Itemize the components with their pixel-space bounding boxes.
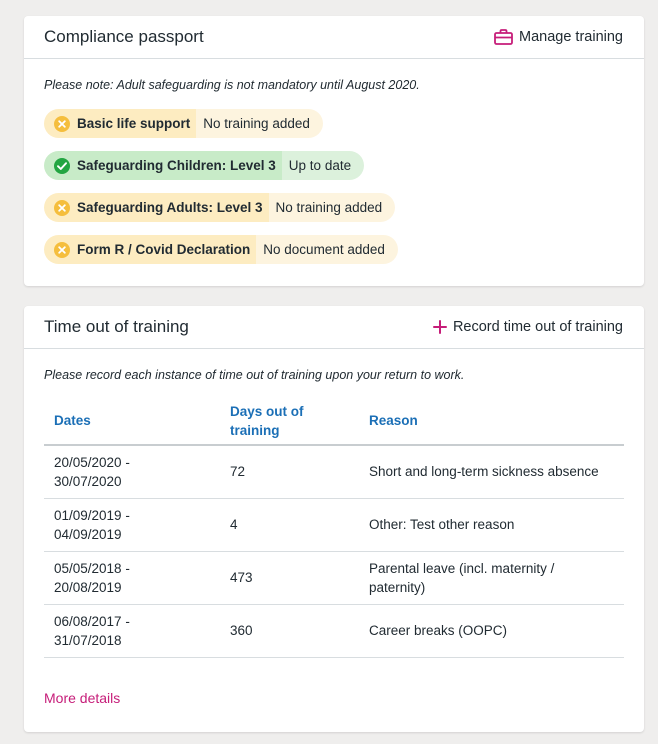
badge-name: Safeguarding Children: Level 3: [77, 158, 276, 173]
table-row: [44, 551, 624, 604]
badge-name: Safeguarding Adults: Level 3: [77, 200, 263, 215]
badge-status: Up to date: [282, 151, 364, 180]
table-row: [44, 604, 624, 657]
compliance-badge-safeguarding-children[interactable]: [44, 151, 364, 180]
x-circle-icon: [54, 116, 70, 132]
badge-status: No training added: [196, 109, 323, 138]
table-row: [44, 445, 624, 498]
check-circle-icon: [54, 158, 70, 174]
more-details-link[interactable]: More details: [44, 690, 121, 706]
manage-training-label: Manage training: [519, 29, 623, 45]
badge-name: Basic life support: [77, 116, 191, 131]
x-circle-icon: [54, 200, 70, 216]
badge-status: No training added: [269, 193, 396, 222]
manage-training-button[interactable]: [494, 29, 623, 45]
column-header-days[interactable]: Days out of training: [220, 397, 359, 445]
cell-reason: Short and long-term sickness absence: [359, 445, 624, 498]
badge-status: No document added: [256, 235, 398, 264]
briefcase-icon: [494, 29, 513, 45]
column-header-reason[interactable]: Reason: [359, 397, 624, 445]
column-header-dates[interactable]: Dates: [44, 397, 220, 445]
compliance-header: [24, 16, 644, 59]
cell-reason: Other: Test other reason: [359, 498, 624, 551]
cell-dates: 01/09/2019 - 04/09/2019: [44, 498, 220, 551]
cell-dates: 05/05/2018 - 20/08/2019: [44, 551, 220, 604]
table-header-row: [44, 397, 624, 445]
cell-reason: Parental leave (incl. maternity / paternity): [359, 551, 624, 604]
table-row: [44, 498, 624, 551]
cell-days: 360: [220, 604, 359, 657]
x-circle-icon: [54, 242, 70, 258]
time-out-of-training-card: [24, 306, 644, 732]
time-out-title: Time out of training: [44, 317, 189, 336]
cell-dates: 06/08/2017 - 31/07/2018: [44, 604, 220, 657]
cell-days: 4: [220, 498, 359, 551]
record-time-out-label: Record time out of training: [452, 319, 623, 335]
compliance-passport-card: [24, 16, 644, 286]
time-out-header: [24, 306, 644, 349]
badge-name: Form R / Covid Declaration: [77, 242, 251, 257]
compliance-badge-basic-life-support[interactable]: [44, 109, 323, 138]
time-out-note: Please record each instance of time out of training upon your return to work.: [44, 368, 465, 382]
cell-days: 473: [220, 551, 359, 604]
compliance-badge-safeguarding-adults[interactable]: [44, 193, 395, 222]
record-time-out-button[interactable]: [433, 319, 623, 335]
plus-icon: [433, 320, 447, 334]
compliance-note: Please note: Adult safeguarding is not mandatory until August 2020.: [44, 78, 420, 92]
compliance-badges: [24, 109, 644, 264]
compliance-badge-form-r[interactable]: [44, 235, 398, 264]
cell-reason: Career breaks (OOPC): [359, 604, 624, 657]
cell-days: 72: [220, 445, 359, 498]
time-out-table: [44, 397, 624, 658]
compliance-title: Compliance passport: [44, 27, 204, 46]
cell-dates: 20/05/2020 - 30/07/2020: [44, 445, 220, 498]
